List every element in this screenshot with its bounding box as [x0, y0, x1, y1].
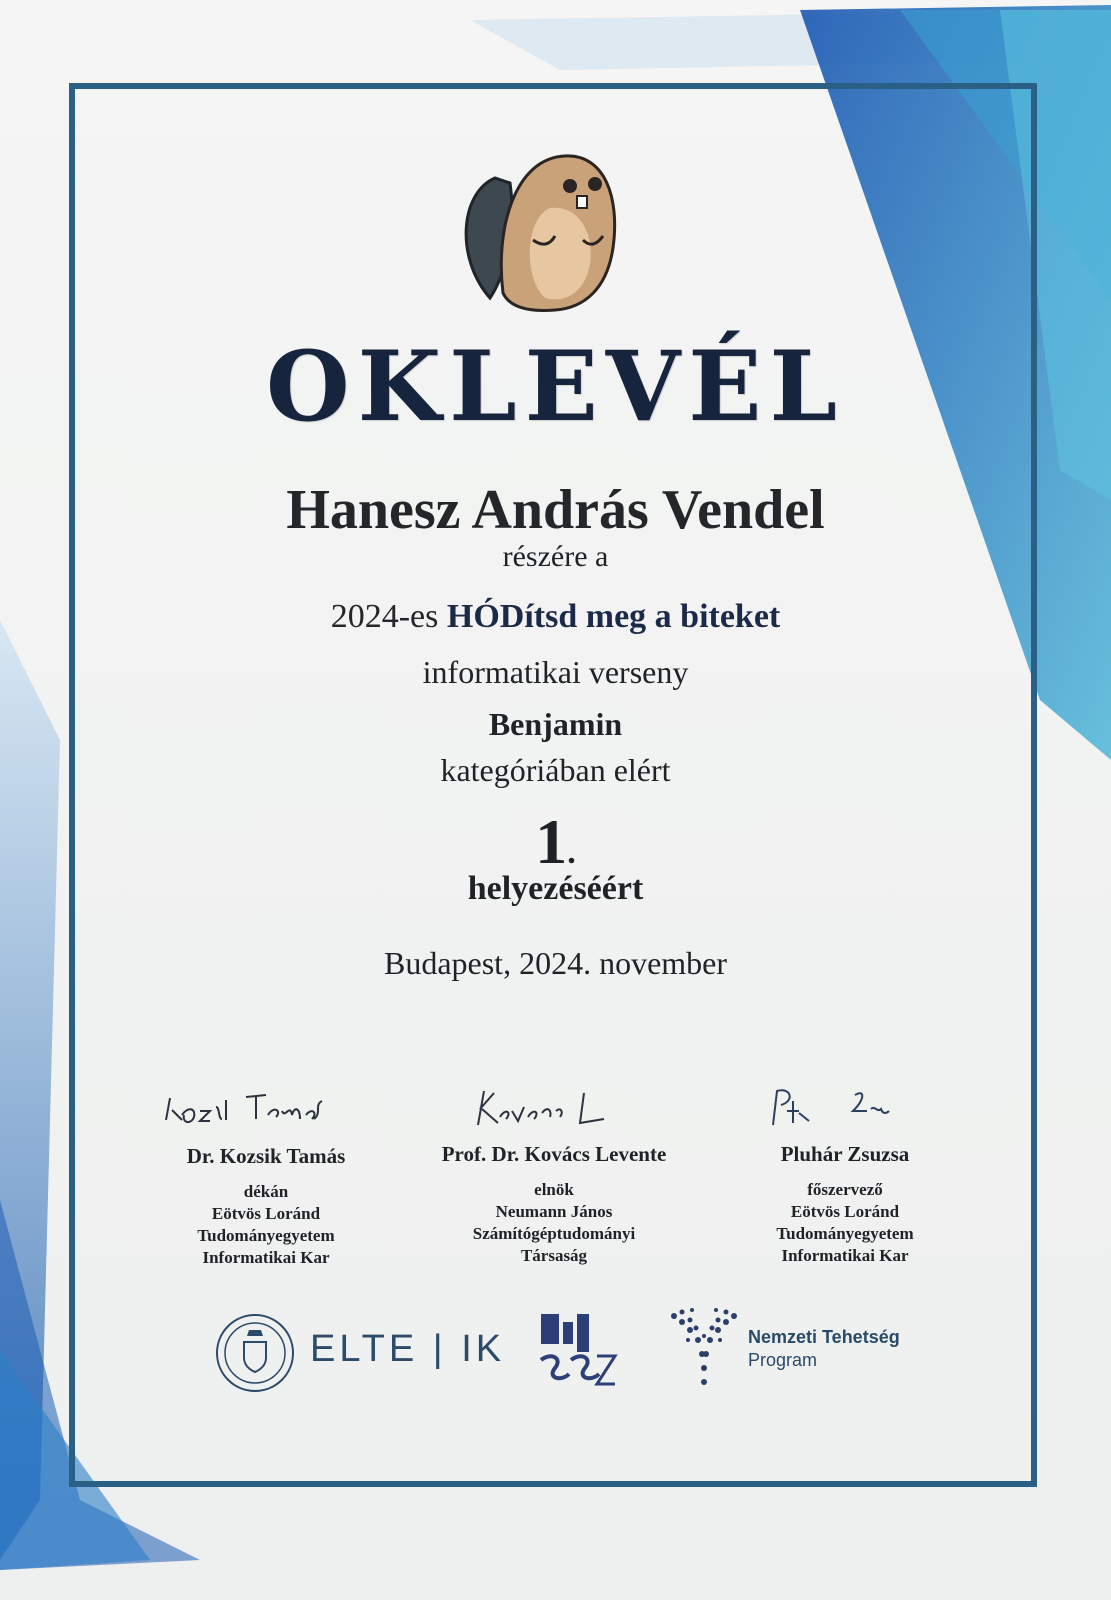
ntp-line-1: Nemzeti Tehetség [748, 1327, 900, 1347]
ntp-logo-text [748, 1326, 900, 1372]
signer-org-line: Eötvös Loránd [790, 1202, 900, 1221]
category-name: Benjamin [488, 706, 623, 742]
contest-name: HÓDítsd meg a biteket [446, 598, 781, 635]
contest-line [0, 598, 1111, 636]
beaver-icon [455, 148, 635, 318]
signer-org-line: Számítógéptudományi [472, 1224, 636, 1243]
signer-org-line: Tudományegyetem [776, 1224, 914, 1243]
signer-role: elnök [534, 1180, 574, 1199]
signer-org-line: Társaság [520, 1246, 588, 1265]
signer-org-line: Informatikai Kar [781, 1246, 909, 1265]
category-label: kategóriában elért [440, 752, 671, 788]
signer-name: Prof. Dr. Kovács Levente [441, 1142, 667, 1166]
ntp-logo-icon [668, 1306, 740, 1390]
place-digit: 1 [535, 806, 568, 877]
signer-org-line: Tudományegyetem [197, 1226, 335, 1245]
contest-type: informatikai verseny [422, 654, 689, 690]
handwritten-signature-1 [116, 1085, 416, 1135]
signer-org-line: Eötvös Loránd [211, 1204, 321, 1223]
contest-year: 2024-es [330, 598, 439, 635]
signer-org-line: Informatikai Kar [202, 1248, 330, 1267]
signer-role: dékán [243, 1182, 289, 1201]
award-label: helyezéséért [467, 870, 644, 907]
signer-name: Pluhár Zsuzsa [780, 1142, 910, 1166]
signature-block-3 [695, 1083, 995, 1267]
elte-seal-icon [214, 1312, 296, 1394]
signer-name: Dr. Kozsik Tamás [186, 1144, 346, 1168]
for-label: részére a [502, 540, 609, 573]
recipient-name: Hanesz András Vendel [286, 479, 825, 541]
ntp-line-2: Program [748, 1350, 818, 1370]
place-number [0, 805, 1111, 879]
handwritten-signature-3 [695, 1083, 995, 1133]
place-suffix: . [567, 834, 576, 871]
place-date: Budapest, 2024. november [383, 945, 728, 981]
handwritten-signature-2 [404, 1083, 704, 1133]
signer-org-line: Neumann János [495, 1202, 613, 1221]
signer-role: főszervező [807, 1180, 883, 1199]
signature-block-2 [404, 1083, 704, 1267]
signature-block-1 [116, 1085, 416, 1269]
njszt-logo-icon [535, 1310, 625, 1390]
elte-ik-logo: ELTE | IK [310, 1328, 506, 1370]
certificate-title: OKLEVÉL [266, 330, 845, 443]
